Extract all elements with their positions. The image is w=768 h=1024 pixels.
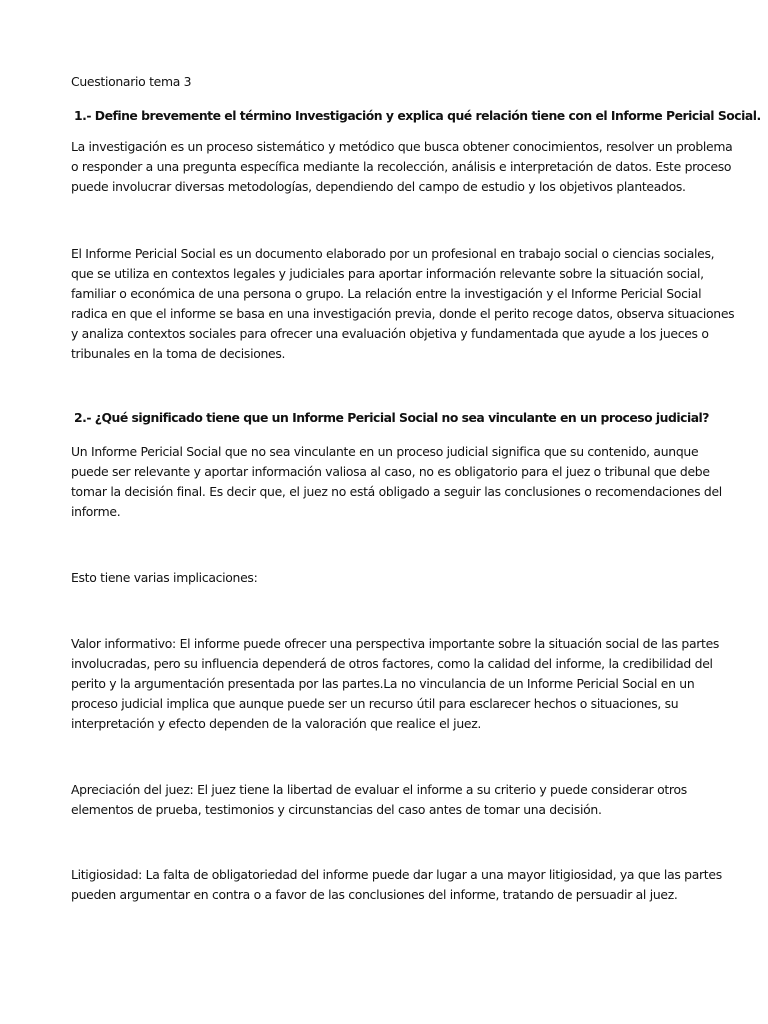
question-1-heading xyxy=(74,106,761,126)
q1-answer-paragraph-1 xyxy=(71,137,733,197)
paragraph-line: El Informe Pericial Social es un documento elaborado por un profesional en trabajo social o ciencias sociales, xyxy=(71,246,715,261)
paragraph-line: elementos de prueba, testimonios y circunstancias del caso antes de tomar una decisión. xyxy=(71,802,602,817)
question-2-text: 2.- ¿Qué significado tiene que un Informe Pericial Social no sea vinculante en un proceso judicial? xyxy=(74,410,709,425)
implication-litigiosidad xyxy=(71,865,722,905)
paragraph-line: puede ser relevante y aportar información valiosa al caso, no es obligatorio para el juez o tribunal que debe xyxy=(71,464,710,479)
paragraph-line: Apreciación del juez: El juez tiene la libertad de evaluar el informe a su criterio y puede considerar otros xyxy=(71,782,687,797)
paragraph-line: interpretación y efecto dependen de la valoración que realice el juez. xyxy=(71,716,482,731)
paragraph-line: pueden argumentar en contra o a favor de las conclusiones del informe, tratando de persuadir al juez. xyxy=(71,887,678,902)
paragraph-line: Litigiosidad: La falta de obligatoriedad del informe puede dar lugar a una mayor litigiosidad, ya que las partes xyxy=(71,867,722,882)
implication-apreciacion-del-juez xyxy=(71,780,707,820)
implications-intro xyxy=(71,568,707,588)
question-1-text: 1.- Define brevemente el término Investigación y explica qué relación tiene con el Informe Pericial Social. xyxy=(74,108,761,123)
paragraph-line: informe. xyxy=(71,504,121,519)
paragraph-line: Esto tiene varias implicaciones: xyxy=(71,570,258,585)
paragraph-line: perito y la argumentación presentada por las partes.La no vinculancia de un Informe Pericial Social en un xyxy=(71,676,695,691)
paragraph-line: puede involucrar diversas metodologías, dependiendo del campo de estudio y los objetivos planteados. xyxy=(71,179,686,194)
paragraph-line: proceso judicial implica que aunque puede ser un recurso útil para esclarecer hechos o situaciones, su xyxy=(71,696,679,711)
implication-valor-informativo xyxy=(71,634,720,734)
paragraph-line: Valor informativo: El informe puede ofrecer una perspectiva importante sobre la situación social de las partes xyxy=(71,636,720,651)
paragraph-line: radica en que el informe se basa en una investigación previa, donde el perito recoge datos, observa situaciones xyxy=(71,306,735,321)
paragraph-line: tribunales en la toma de decisiones. xyxy=(71,346,286,361)
q1-answer-paragraph-2 xyxy=(71,244,735,364)
paragraph-line: que se utiliza en contextos legales y judiciales para aportar información relevante sobre la situación social, xyxy=(71,266,704,281)
paragraph-line: o responder a una pregunta específica mediante la recolección, análisis e interpretación de datos. Este proceso xyxy=(71,159,732,174)
paragraph-line: familiar o económica de una persona o grupo. La relación entre la investigación y el Informe Pericial Social xyxy=(71,286,702,301)
q2-answer-paragraph-1 xyxy=(71,442,722,522)
document-title xyxy=(71,72,707,92)
title-text: Cuestionario tema 3 xyxy=(71,74,192,89)
paragraph-line: tomar la decisión final. Es decir que, el juez no está obligado a seguir las conclusiones o recomendaciones del xyxy=(71,484,722,499)
paragraph-line: La investigación es un proceso sistemático y metódico que busca obtener conocimientos, resolver un problema xyxy=(71,139,733,154)
paragraph-line: involucradas, pero su influencia dependerá de otros factores, como la calidad del informe, la credibilidad del xyxy=(71,656,713,671)
paragraph-line: y analiza contextos sociales para ofrecer una evaluación objetiva y fundamentada que ayude a los jueces o xyxy=(71,326,709,341)
question-2-heading xyxy=(74,408,710,428)
paragraph-line: Un Informe Pericial Social que no sea vinculante en un proceso judicial significa que su contenido, aunque xyxy=(71,444,699,459)
